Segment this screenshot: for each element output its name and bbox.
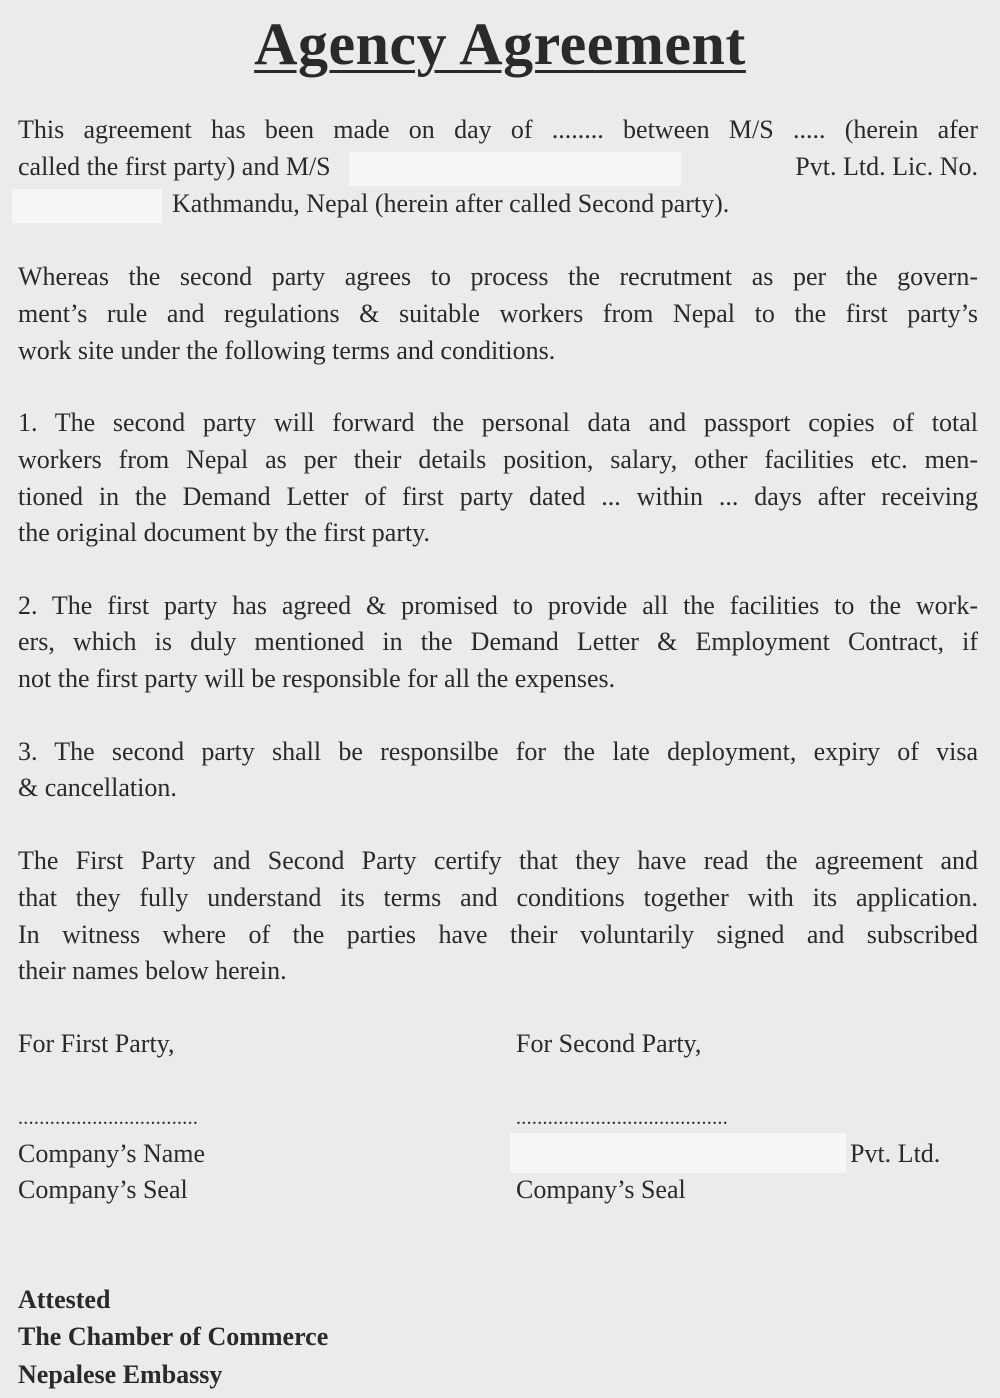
attested-chamber: The Chamber of Commerce [18,1322,329,1351]
first-signature-line: .................................. [18,1107,199,1129]
intro-line-3 [12,186,972,223]
whereas-line-2: ment’s rule and regulations & suitable workers from Nepal to the first party’s [18,299,978,328]
second-company-name [510,1133,846,1173]
certify-line-2: that they fully understand its terms and conditions together with its application. [18,883,978,912]
intro-line-3-text: Kathmandu, Nepal (herein after called Second party). [172,189,730,218]
clause-1-line-1: 1. The second party will forward the personal data and passport copies of total [18,408,978,437]
second-signature-line: ........................................ [516,1107,728,1129]
clause-3-line-2: & cancellation. [18,773,177,802]
second-company-seal: Company’s Seal [516,1175,686,1204]
clause-2-line-3: not the first party will be responsible for all the expenses. [18,664,616,693]
first-company-name: Company’s Name [18,1139,206,1168]
certify-line-1: The First Party and Second Party certify that they have read the agreement and [18,846,978,875]
clause-2-line-2: ers, which is duly mentioned in the Demand Letter & Employment Contract, if [18,627,978,656]
whereas-line-3: work site under the following terms and conditions. [18,336,556,365]
redacted-license-no [12,189,162,223]
attested-heading: Attested [18,1285,111,1314]
first-party-label: For First Party, [18,1029,175,1058]
intro-line-2 [18,149,978,186]
document-title: Agency Agreement [254,11,746,77]
intro-line-2-end: Pvt. Ltd. Lic. No. [795,152,978,181]
certify-line-4: their names below herein. [18,956,287,985]
redacted-second-company [510,1133,846,1173]
intro-line-1: This agreement has been made on day of ........ between M/S ..... (herein afer [18,115,978,144]
certify-line-3: In witness where of the parties have their voluntarily signed and subscribed [18,920,978,949]
attested-embassy: Nepalese Embassy [18,1360,223,1389]
clause-1-line-4: the original document by the first party. [18,518,431,547]
intro-line-2-start: called the first party) and M/S [18,152,331,181]
whereas-line-1: Whereas the second party agrees to process the recrutment as per the govern- [18,262,978,291]
first-company-seal: Company’s Seal [18,1175,188,1204]
clause-1-line-3: tioned in the Demand Letter of first party dated ... within ... days after receiving [18,482,978,511]
clause-3-line-1: 3. The second party shall be responsilbe for the late deployment, expiry of visa [18,737,978,766]
clause-2-line-1: 2. The first party has agreed & promised to provide all the facilities to the work- [18,591,978,620]
redacted-company-name [349,152,681,186]
clause-1-line-2: workers from Nepal as per their details position, salary, other facilities etc. men- [18,445,978,474]
second-pvt-ltd: Pvt. Ltd. [850,1139,941,1168]
second-party-label: For Second Party, [516,1029,702,1058]
